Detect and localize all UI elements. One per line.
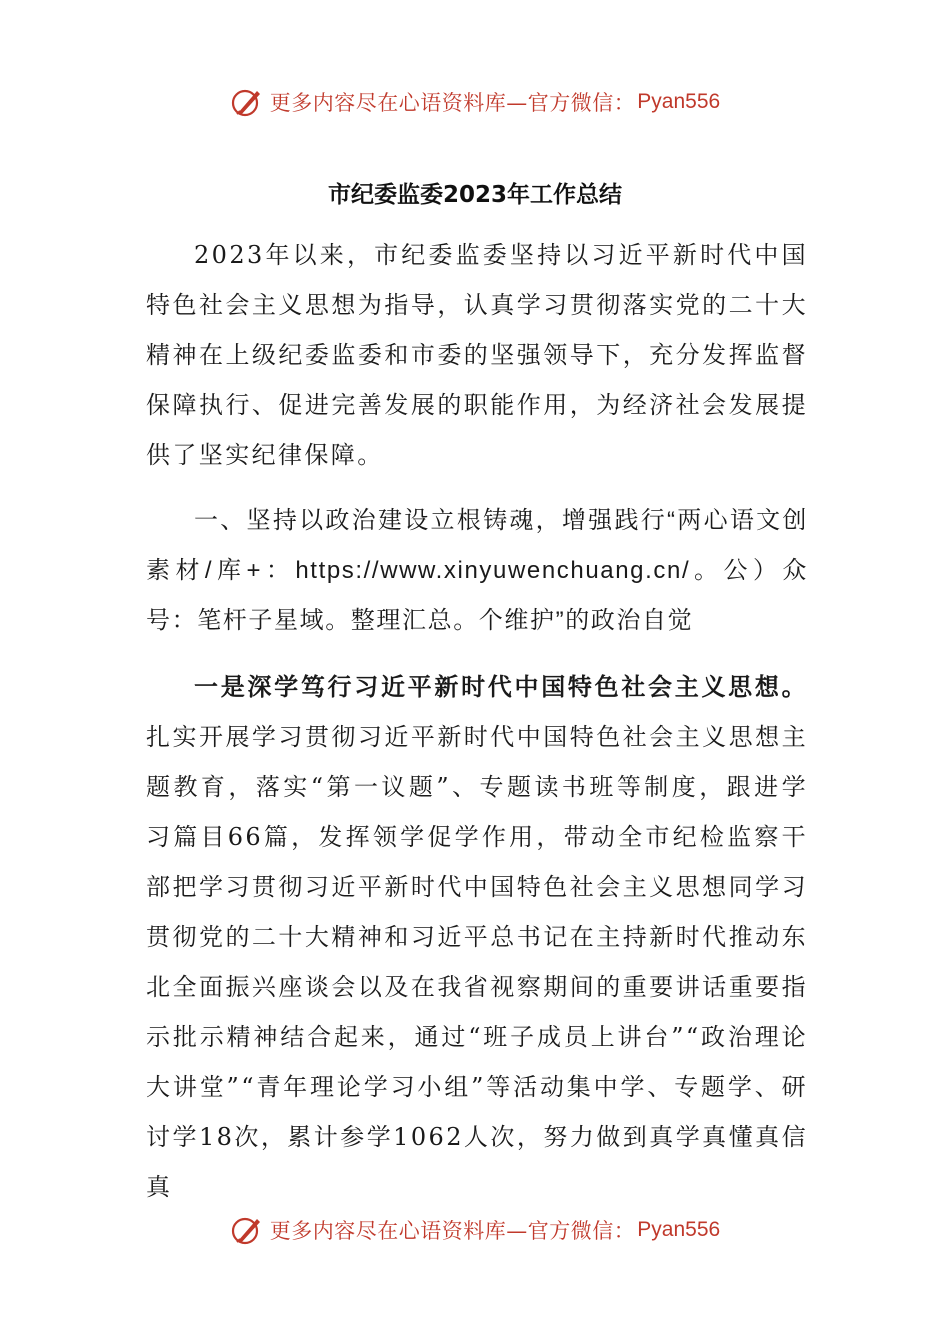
- banner-promo-text: 更多内容尽在心语资料库—官方微信：: [269, 91, 636, 115]
- footer-wechat-handle: Pyan556: [637, 1218, 721, 1241]
- bottom-banner: [0, 1210, 950, 1250]
- point-paragraph: [146, 662, 808, 1212]
- point-body: 扎实开展学习贯彻习近平新时代中国特色社会主义思想主题教育，落实“第一议题”、专题读书班等制度，跟进学习篇目66篇，发挥领学促学作用，带动全市纪检监察干部把学习贯彻习近平新时代中国特色社会主义思想同学习贯彻党的二十大精神和习近平总书记在主持新时代推动东北全面振兴座谈会以及在我省视察期间的重要讲话重要指示批示精神结合起来，通过“班子成员上讲台”“政治理论大讲堂”“青年理论学习小组”等活动集中学、专题学、研讨学18次，累计参学1062人次，努力做到真学真懂真信真: [146, 723, 808, 1201]
- document-body: [146, 230, 808, 1212]
- section-heading: 一、坚持以政治建设立根铸魂，增强践行“两心语文创素材/库+：https://www.xinyuwenchuang.cn/。公）众号：笔杆子星域。整理汇总。个维护”的政治自觉: [146, 507, 808, 634]
- quill-pen-circle-icon: [230, 85, 264, 119]
- footer-promo-text: 更多内容尽在心语资料库—官方微信：: [269, 1219, 636, 1243]
- intro-paragraph: 2023年以来，市纪委监委坚持以习近平新时代中国特色社会主义思想为指导，认真学习贯彻落实党的二十大精神在上级纪委监委和市委的坚强领导下，充分发挥监督保障执行、促进完善发展的职能作用，为经济社会发展提供了坚实纪律保障。: [146, 241, 808, 469]
- point-lead: 一是深学笃行习近平新时代中国特色社会主义思想。: [194, 672, 808, 701]
- banner-wechat-handle: Pyan556: [637, 90, 721, 113]
- document-title: 市纪委监委2023年工作总结: [327, 182, 622, 208]
- quill-pen-circle-icon: [230, 1213, 264, 1247]
- top-banner: [0, 82, 950, 122]
